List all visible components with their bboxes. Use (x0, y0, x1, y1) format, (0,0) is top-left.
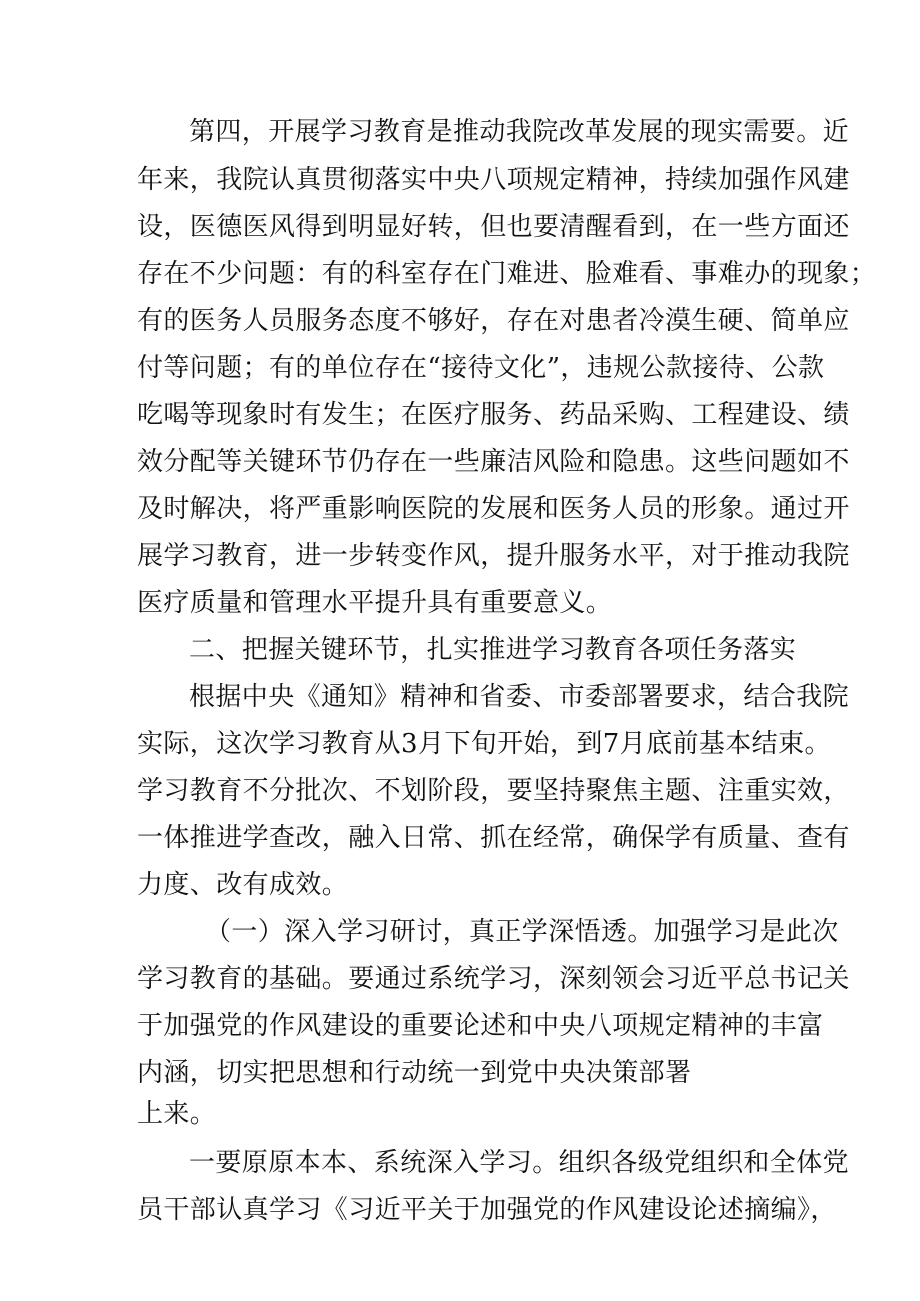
text-line: 于加强党的作风建设的重要论述和中央八项规定精神的丰富 (137, 1011, 824, 1041)
text-line: 实际，这次学习教育从3月下旬开始，到7月底前基本结束。 (137, 729, 831, 759)
text-line: 展学习教育，进一步转变作风，提升服务水平，对于推动我院 (137, 541, 850, 571)
text-line: 及时解决，将严重影响医院的发展和医务人员的形象。通过开 (137, 494, 850, 524)
text-line: 付等问题；有的单位存在“接待文化”，违规公款接待、公款 (137, 353, 825, 383)
text-line: 学习教育的基础。要通过系统学习，深刻领会习近平总书记关 (137, 964, 850, 994)
text-line: 年来，我院认真贯彻落实中央八项规定精神，持续加强作风建 (137, 165, 850, 195)
subsection-heading: （一）深入学习研讨，真正学深悟透。加强学习是此次 (205, 917, 839, 947)
text-line: 学习教育不分批次、不划阶段，要坚持聚焦主题、注重实效， (137, 776, 850, 806)
text-line: 根据中央《通知》精神和省委、市委部署要求，结合我院 (189, 682, 850, 712)
text-line: 力度、改有成效。 (137, 870, 349, 900)
section-heading: 二、把握关键环节，扎实推进学习教育各项任务落实 (189, 635, 797, 665)
text-line: 内涵，切实把思想和行动统一到党中央决策部署 (137, 1058, 692, 1088)
text-line: 吃喝等现象时有发生；在医疗服务、药品采购、工程建设、绩 (137, 400, 850, 430)
text-line: 效分配等关键环节仍存在一些廉洁风险和隐患。这些问题如不 (137, 447, 850, 477)
text-line: 一体推进学查改，融入日常、抓在经常，确保学有质量、查有 (137, 823, 850, 853)
text-line: 一要原原本本、系统深入学习。组织各级党组织和全体党 (189, 1148, 850, 1178)
text-line: 设，医德医风得到明显好转，但也要清醒看到，在一些方面还 (137, 212, 850, 242)
text-line: 员干部认真学习《习近平关于加强党的作风建设论述摘编》， (137, 1195, 837, 1225)
text-line: 存在不少问题：有的科室存在门难进、脸难看、事难办的现象； (137, 259, 877, 289)
text-line: 上来。 (137, 1099, 217, 1129)
text-line: 第四，开展学习教育是推动我院改革发展的现实需要。近 (189, 117, 850, 147)
text-line: 医疗质量和管理水平提升具有重要意义。 (137, 588, 613, 618)
text-line: 有的医务人员服务态度不够好，存在对患者冷漠生硬、简单应 (137, 306, 850, 336)
